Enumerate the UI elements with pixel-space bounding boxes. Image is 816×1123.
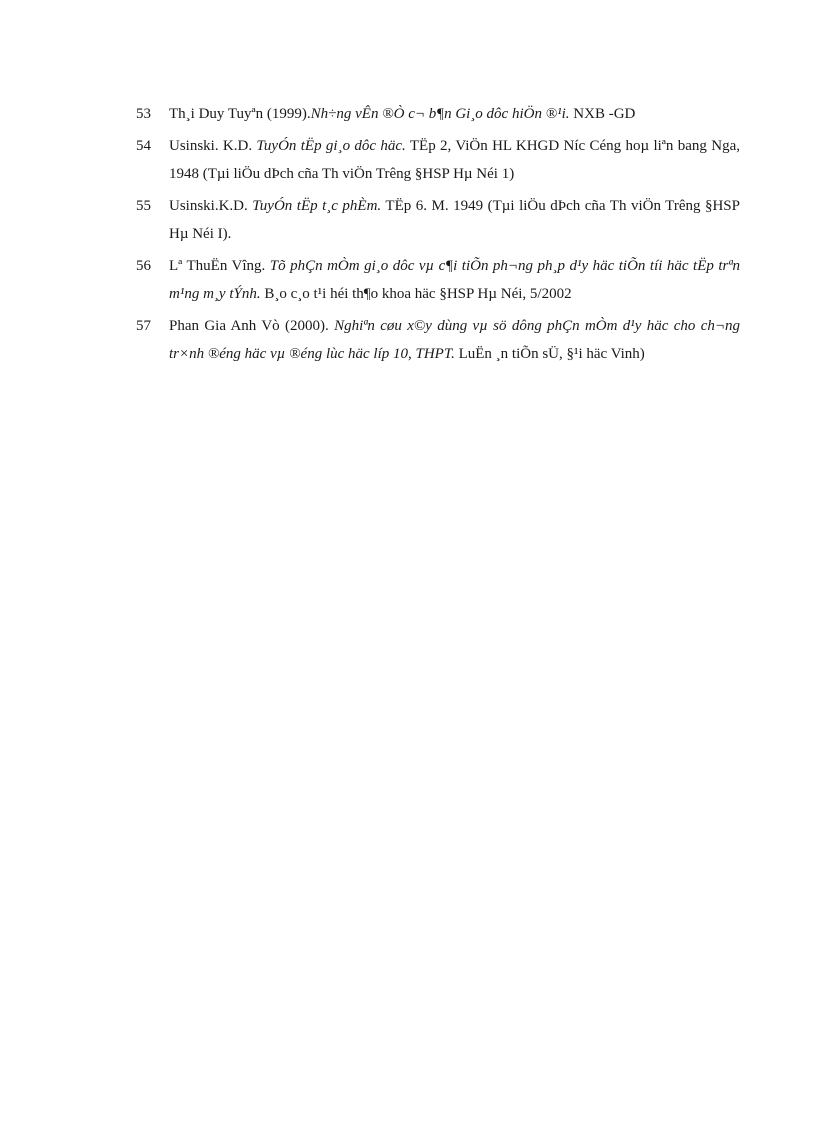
reference-details: B¸o c¸o t¹i héi th¶o khoa häc §HSP Hµ Néi, 5/2002 <box>260 286 572 302</box>
reference-item <box>136 100 740 128</box>
reference-number: 54 <box>136 138 151 154</box>
reference-author: Lª ThuËn Vîng. <box>169 258 270 274</box>
reference-author: Usinski.K.D. <box>169 198 253 214</box>
reference-item <box>136 312 740 368</box>
reference-title: TuyÓn tËp gi¸o dôc häc. <box>256 138 406 154</box>
reference-item <box>136 132 740 188</box>
reference-number: 57 <box>136 318 151 334</box>
reference-details: TËp 6. M. 1949 (Tµi liÖu dÞch cña Th viÖn Trêng §HSP Hµ Néi I). <box>169 198 740 242</box>
reference-text <box>169 252 740 308</box>
reference-author: Usinski. K.D. <box>169 138 257 154</box>
reference-title: TuyÓn tËp t¸c phÈm. <box>252 198 382 214</box>
reference-author: Phan Gia Anh Vò (2000). <box>169 318 335 334</box>
reference-text <box>169 132 740 188</box>
reference-author: Th¸i Duy Tuyªn (1999). <box>169 106 311 122</box>
reference-details: LuËn ¸n tiÕn sÜ, §¹i häc Vinh) <box>454 346 645 362</box>
reference-text <box>169 192 740 248</box>
reference-text <box>169 312 740 368</box>
reference-title: Nh÷ng vÊn ®Ò c¬ b¶n Gi¸o dôc hiÖn ®¹i. <box>310 106 570 122</box>
reference-details: NXB -GD <box>569 106 636 122</box>
reference-item <box>136 252 740 308</box>
reference-number: 53 <box>136 106 151 122</box>
reference-title: Nghiªn cøu x©y dùng vµ sö dông phÇn mÒm d¹y häc cho ch¬ng tr×nh ®éng häc vµ ®éng lùc häc líp 10, THPT. <box>169 318 740 362</box>
reference-details: TËp 2, ViÖn HL KHGD Níc Céng hoµ liªn bang Nga, 1948 (Tµi liÖu dÞch cña Th viÖn Trêng §HSP Hµ Néi 1) <box>169 138 740 182</box>
reference-text <box>169 100 740 128</box>
reference-number: 55 <box>136 198 151 214</box>
reference-item <box>136 192 740 248</box>
reference-number: 56 <box>136 258 151 274</box>
reference-title: Tõ phÇn mÒm gi¸o dôc vµ c¶i tiÕn ph¬ng ph¸p d¹y häc tiÕn tíi häc tËp trªn m¹ng m¸y tÝnh. <box>169 258 740 302</box>
reference-list <box>136 100 740 372</box>
